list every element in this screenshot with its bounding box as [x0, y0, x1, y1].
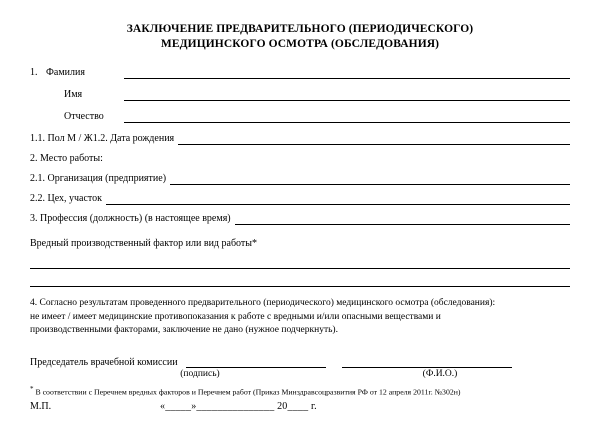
conclusion-line-3[interactable]: производственными факторами, заключение не дано (нужное подчеркнуть).: [30, 325, 338, 335]
chairman-row: [30, 356, 570, 368]
chairman-name-input[interactable]: [342, 356, 512, 368]
profession-row: [30, 212, 570, 225]
profession-input[interactable]: [235, 213, 570, 225]
footnote-marker: *: [30, 385, 34, 394]
conclusion-paragraph: [30, 297, 570, 338]
harmful-factor-input-2[interactable]: [30, 269, 570, 287]
harmful-factor-inputs: [30, 253, 570, 287]
workplace-label: 2. Место работы:: [30, 153, 103, 164]
signature-block: [30, 356, 570, 379]
firstname-label: Имя: [64, 89, 83, 100]
chairman-label: Председатель врачебной комиссии: [30, 356, 178, 368]
name-block: [30, 66, 570, 123]
stamp-label: М.П.: [30, 400, 52, 412]
harmful-factor-input-1[interactable]: [30, 253, 570, 269]
surname-row: [30, 66, 570, 79]
surname-input[interactable]: [124, 67, 570, 79]
organization-label: 2.1. Организация (предприятие): [30, 173, 167, 184]
harmful-factor-label: Вредный производственный фактор или вид работы*: [30, 238, 257, 249]
harmful-factor-block: [30, 237, 570, 287]
organization-input[interactable]: [170, 173, 570, 185]
sex-label[interactable]: 1.1. Пол М / Ж: [30, 133, 93, 144]
shop-input[interactable]: [106, 193, 570, 205]
patronymic-label: Отчество: [64, 111, 104, 122]
footnote-text: В соответствии с Перечнем вредных факторов и Перечнем работ (Приказ Минздравсоцразвития РФ от 12 апреля 2011г. №302н): [33, 388, 461, 397]
surname-label: Фамилия: [46, 67, 85, 78]
patronymic-input[interactable]: [124, 111, 570, 123]
profession-label: 3. Профессия (должность) (в настоящее время): [30, 213, 231, 224]
firstname-row: [30, 88, 570, 101]
conclusion-line-1: 4. Согласно результатам проведенного предварительного (периодического) медицинского осмотра (обследования):: [30, 298, 496, 308]
page-title: [30, 22, 570, 52]
title-line-2: МЕДИЦИНСКОГО ОСМОТРА (ОБСЛЕДОВАНИЯ): [160, 38, 440, 50]
title-line-1: ЗАКЛЮЧЕНИЕ ПРЕДВАРИТЕЛЬНОГО (ПЕРИОДИЧЕСКОГО): [126, 23, 474, 35]
caption-signature: (подпись): [180, 368, 220, 379]
details-block: [30, 132, 570, 225]
footnote: [30, 384, 574, 398]
conclusion-line-2[interactable]: не имеет / имеет медицинские противопоказания к работе с вредными и/или опасными веществами и: [30, 311, 441, 322]
birthdate-input[interactable]: [178, 133, 570, 145]
shop-row: [30, 192, 570, 205]
date-input[interactable]: «_____»_______________ 20____ г.: [160, 400, 317, 412]
patronymic-row: [30, 110, 570, 123]
seal-and-date-row: [30, 401, 570, 412]
signature-captions: [30, 369, 570, 379]
organization-row: [30, 172, 570, 185]
shop-label: 2.2. Цех, участок: [30, 193, 103, 204]
firstname-input[interactable]: [124, 89, 570, 101]
chairman-signature-input[interactable]: [186, 356, 326, 368]
sex-and-birthdate-row: [30, 132, 570, 145]
birthdate-label: 1.2. Дата рождения: [92, 133, 175, 144]
caption-name: (Ф.И.О.): [422, 368, 458, 379]
name-block-number: 1.: [30, 67, 38, 78]
